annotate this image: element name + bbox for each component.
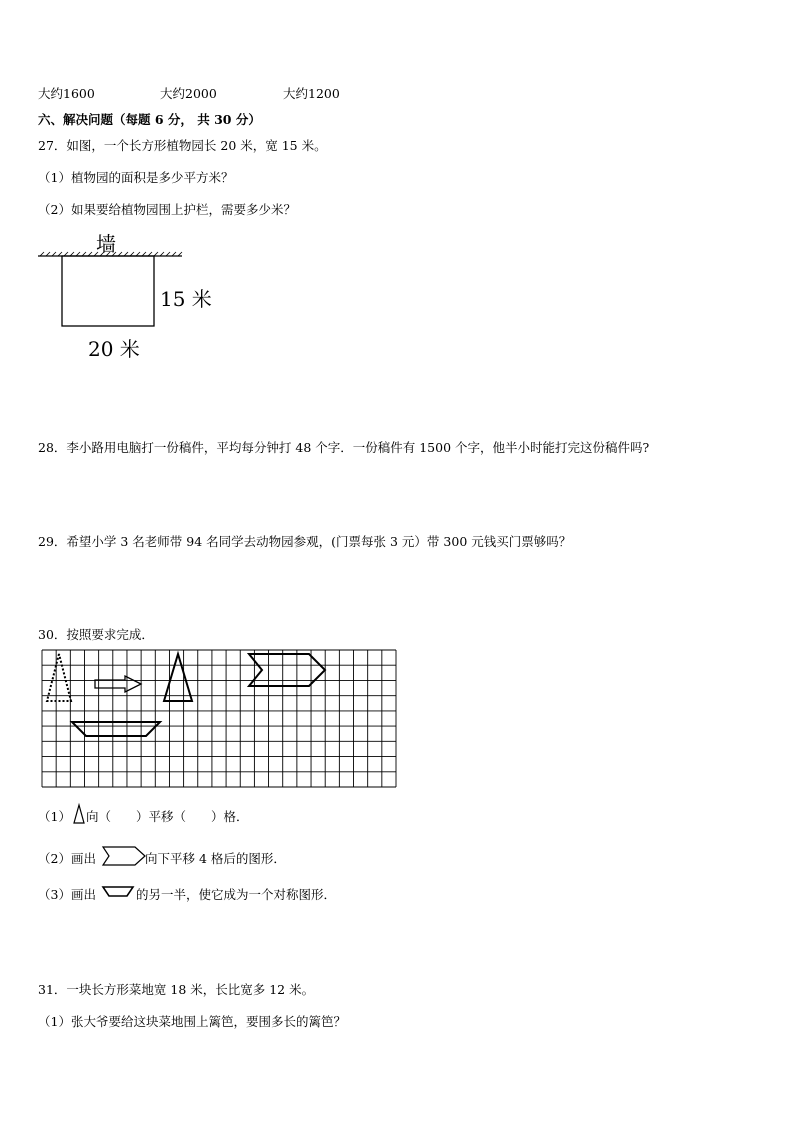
option-2000: 大约2000 bbox=[160, 86, 217, 101]
q27-text: 27．如图，一个长方形植物园长 20 米，宽 15 米。 bbox=[38, 138, 327, 153]
option-1200: 大约1200 bbox=[283, 86, 340, 101]
small-triangle-icon bbox=[73, 804, 85, 824]
length-label: 20 米 bbox=[88, 337, 140, 361]
q30-sub2-prefix: （2）画出 bbox=[38, 851, 96, 866]
solid-triangle bbox=[164, 654, 192, 701]
garden-rectangle bbox=[62, 256, 154, 326]
q30-grid-figure bbox=[42, 650, 402, 790]
option-1600: 大约1600 bbox=[38, 86, 95, 101]
q30-sub2-text: 向下平移 4 格后的图形． bbox=[145, 851, 286, 866]
q27-sub1: （1）植物园的面积是多少平方米？ bbox=[38, 170, 234, 185]
arrow-pentagon bbox=[249, 654, 325, 686]
q29-text: 29．希望小学 3 名老师带 94 名同学去动物园参观，(门票每张 3 元）带 300 元钱买门票够吗？ bbox=[38, 534, 572, 549]
q30-sub3-prefix: （3）画出 bbox=[38, 887, 96, 902]
section-title: 六、解决问题（每题 6 分， 共 30 分） bbox=[38, 112, 261, 127]
wall-label: 墙 bbox=[96, 232, 116, 256]
arrow-shape bbox=[95, 676, 141, 692]
q30-sub1-text: 向（ ）平移（ ）格． bbox=[86, 809, 249, 824]
q31-sub1: （1）张大爷要给这块菜地围上篱笆，要围多长的篱笆？ bbox=[38, 1014, 346, 1029]
q28-text: 28．李小路用电脑打一份稿件，平均每分钟打 48 个字．一份稿件有 1500 个字，他半小时能打完这份稿件吗? bbox=[38, 440, 650, 455]
q30-sub1-prefix: （1） bbox=[38, 809, 71, 824]
q30-sub3-text: 的另一半，使它成为一个对称图形． bbox=[136, 887, 337, 902]
q30-text: 30．按照要求完成． bbox=[38, 627, 154, 642]
half-boat-shape bbox=[72, 722, 160, 736]
pentagon-arrow-icon bbox=[101, 845, 147, 867]
q27-sub2: （2）如果要给植物园围上护栏，需要多少米？ bbox=[38, 202, 296, 217]
half-boat-icon bbox=[101, 884, 135, 900]
dotted-triangle bbox=[47, 654, 71, 701]
width-label: 15 米 bbox=[160, 287, 212, 311]
q31-text: 31．一块长方形菜地宽 18 米，长比宽多 12 米。 bbox=[38, 982, 315, 997]
